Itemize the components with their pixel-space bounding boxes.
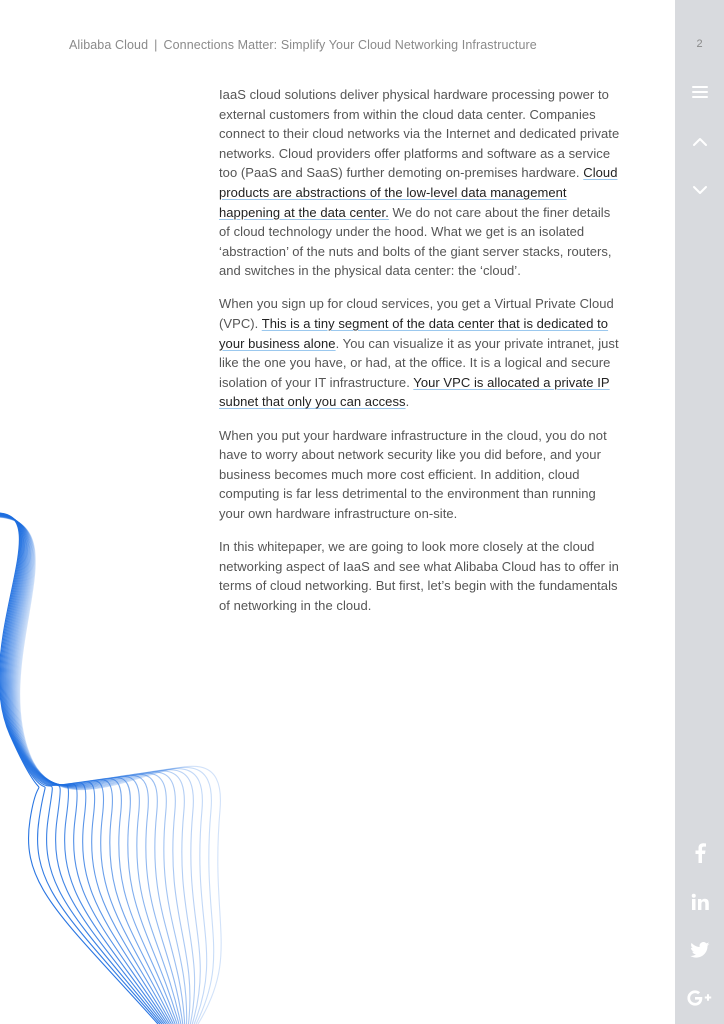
- paragraph-2: [219, 294, 623, 412]
- google-plus-icon[interactable]: [675, 982, 724, 1014]
- twitter-icon[interactable]: [675, 934, 724, 966]
- paragraph-4: In this whitepaper, we are going to look more closely at the cloud networking aspect of IaaS and see what Alibaba Cloud has to offer in terms of cloud networking. But first, let’s begin with the fundamentals of networking in the cloud.: [219, 538, 619, 613]
- chevron-down-icon[interactable]: [675, 174, 724, 206]
- highlight-link[interactable]: Your VPC is allocated a private IP subnet that only you can access: [219, 374, 610, 410]
- paragraph-2-text-a: When you sign up for cloud services, you get a Virtual Private Cloud (VPC).: [219, 296, 614, 332]
- paragraph-2-text-b: . You can visualize it as your private intranet, just like the one you have, or had, at the office. It is a logical and secure isolation of your IT infrastructure.: [219, 335, 619, 390]
- paragraph-3: When you put your hardware infrastructure in the cloud, you do not have to worry about network security like you did before, and your business becomes much more cost efficient. In addition, cloud computing is far less detrimental to the environment than running your own hardware infrastructure on-site.: [219, 427, 607, 521]
- facebook-icon[interactable]: [675, 837, 724, 869]
- highlight-link[interactable]: This is a tiny segment of the data center that is dedicated to your business alone: [219, 316, 609, 351]
- paragraph-1-text-b: We do not care about the finer details of cloud technology under the hood. What we get is an isolated ‘abstraction’ of the nuts and bolts of the giant server stacks, routers, and switches in the physical data center: the ‘cloud’.: [219, 204, 612, 279]
- header-title: Connections Matter: Simplify Your Cloud Networking Infrastructure: [163, 38, 537, 52]
- decorative-wave-graphic: [0, 505, 300, 1024]
- highlight-link[interactable]: Cloud products are abstractions of the low-level data management happening at the data center.: [219, 165, 618, 220]
- paragraph-1-text-a: IaaS cloud solutions deliver physical hardware processing power to external customers from within the cloud data center. Companies connect to their cloud networks via the Internet and dedicated private networks. Cloud providers offer platforms and software as a service too (PaaS and SaaS) further demoting on-premises hardware.: [219, 87, 620, 181]
- menu-icon[interactable]: [675, 76, 724, 108]
- paragraph-1: [219, 85, 623, 281]
- header-separator: |: [154, 38, 158, 52]
- linkedin-icon[interactable]: [675, 886, 724, 918]
- chevron-up-icon[interactable]: [675, 126, 724, 158]
- header-brand: Alibaba Cloud: [69, 38, 149, 52]
- page-number: 2: [696, 38, 703, 50]
- right-sidebar: [675, 0, 724, 1024]
- paragraph-2-text-c: .: [405, 394, 410, 410]
- running-header: [69, 38, 537, 52]
